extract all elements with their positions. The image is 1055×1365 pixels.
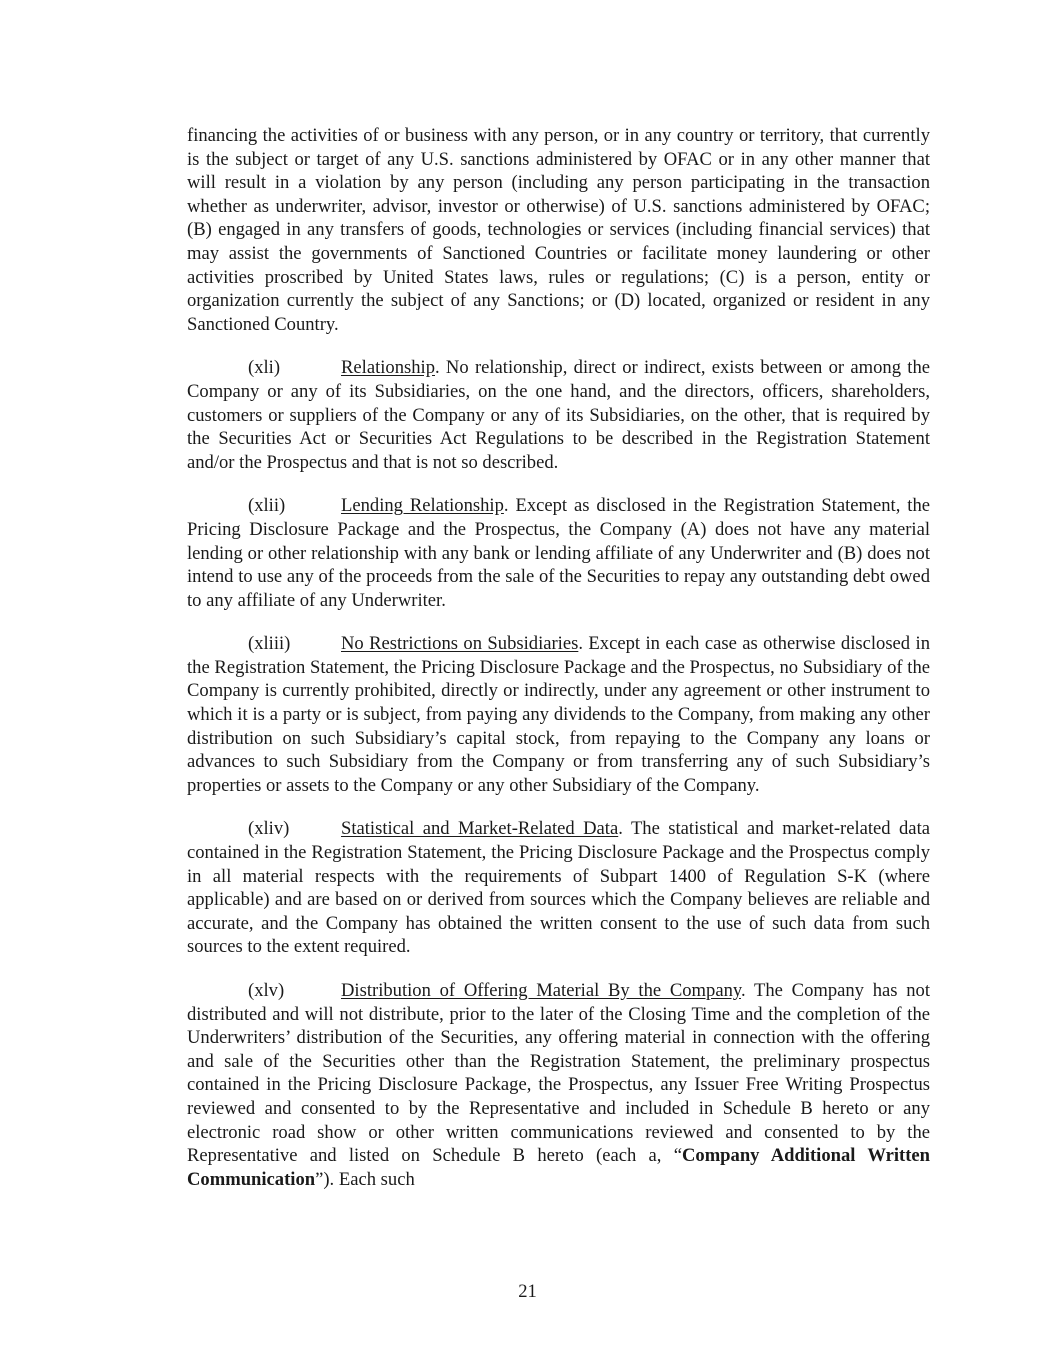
continuation-paragraph: financing the activities of or business with any person, or in any country or territory, that currently is the subject or target of any U.S. sanctions administered by OFAC or in any other manner that will result in a violation by any person (including any person participating in the transaction whether as underwriter, advisor, investor or otherwise) of U.S. sanctions administered by OFAC; (B) engaged in any transfers of goods, technologies or services (including financial services) that may assist the governments of Sanctioned Countries or facilitate money laundering or other activities proscribed by United States laws, rules or regulations; (C) is a person, entity or organization currently the subject of any Sanctions; or (D) located, organized or resident in any Sanctioned Country. [187,125,930,335]
section-title: No Restrictions on Subsidiaries [341,633,579,655]
page-number: 21 [518,1281,537,1302]
section-xliv [187,817,930,959]
section-body: . Except as disclosed in the Registration Statement, the Pricing Disclosure Package and the Prospectus, the Company (A) does not have any material lending or other relationship with any bank or lending affiliate of any Underwriter and (B) does not intend to use any of the proceeds from the sale of the Securities to repay any outstanding debt owed to any affiliate of any Underwriter. [187,495,931,611]
section-xli [187,356,930,474]
section-body: . The Company has not distributed and will not distribute, prior to the later of the Closing Time and the completion of the Underwriters’ distribution of the Securities, any offering material in connection with the offering and sale of the Securities other than the Registration Statement, the preliminary prospectus contained in the Pricing Disclosure Package, the Prospectus, any Issuer Free Writing Prospectus reviewed and consented to by the Representative and included in Schedule B hereto or any electronic road show or other written communications reviewed and consented to by the Representative and listed on Schedule B hereto (each a, “ [187,980,930,1167]
section-xliii [187,632,930,797]
paragraph-gap [187,474,930,494]
paragraph-gap [187,959,930,979]
section-title: Statistical and Market-Related Data [341,818,619,840]
section-title: Distribution of Offering Material By the Company [341,980,741,1001]
section-body: . Except in each case as otherwise disclosed in the Registration Statement, the Pricing Disclosure Package and the Prospectus, no Subsidiary of the Company is currently prohibited, directly or indirectly, under any agreement or other instrument to which it is a party or is subject, from paying any dividends to the Company, from making any other distribution on such Subsidiary’s capital stock, from repaying to the Company any loans or advances to such Subsidiary from the Company or from transferring any of such Subsidiary’s properties or assets to the Company or any other Subsidiary of the Company. [187,633,930,796]
section-number: (xlv) [248,980,285,1001]
section-number: (xlii) [248,495,286,517]
section-xlv [187,979,930,1191]
paragraph-gap [187,336,930,356]
section-title: Lending Relationship [341,495,504,517]
section-title: Relationship [341,357,435,379]
document-page [187,124,930,1191]
section-number: (xliii) [248,633,291,655]
defined-term: Company Additional Written Communication [187,1145,931,1190]
paragraph-gap [187,797,930,817]
section-tail: ”). Each such [315,1168,415,1190]
section-number: (xli) [248,357,281,379]
section-xlii [187,494,930,612]
section-number: (xliv) [248,818,290,840]
section-body: . The statistical and market-related data contained in the Registration Statement, the Pricing Disclosure Package and the Prospectus comply in all material respects with the requirements of Subpart 1400 of Regulation S-K (where applicable) and are based on or derived from sources which the Company believes are reliable and accurate, and the Company has obtained the written consent to the use of such data from such sources to the extent required. [187,818,930,958]
paragraph-gap [187,612,930,632]
section-body: . No relationship, direct or indirect, exists between or among the Company or any of its Subsidiaries, on the one hand, and the directors, officers, shareholders, customers or suppliers of the Company or any of its Subsidiaries, on the other, that is required by the Securities Act or Securities Act Regulations to be described in the Registration Statement and/or the Prospectus and that is not so described. [187,357,930,473]
